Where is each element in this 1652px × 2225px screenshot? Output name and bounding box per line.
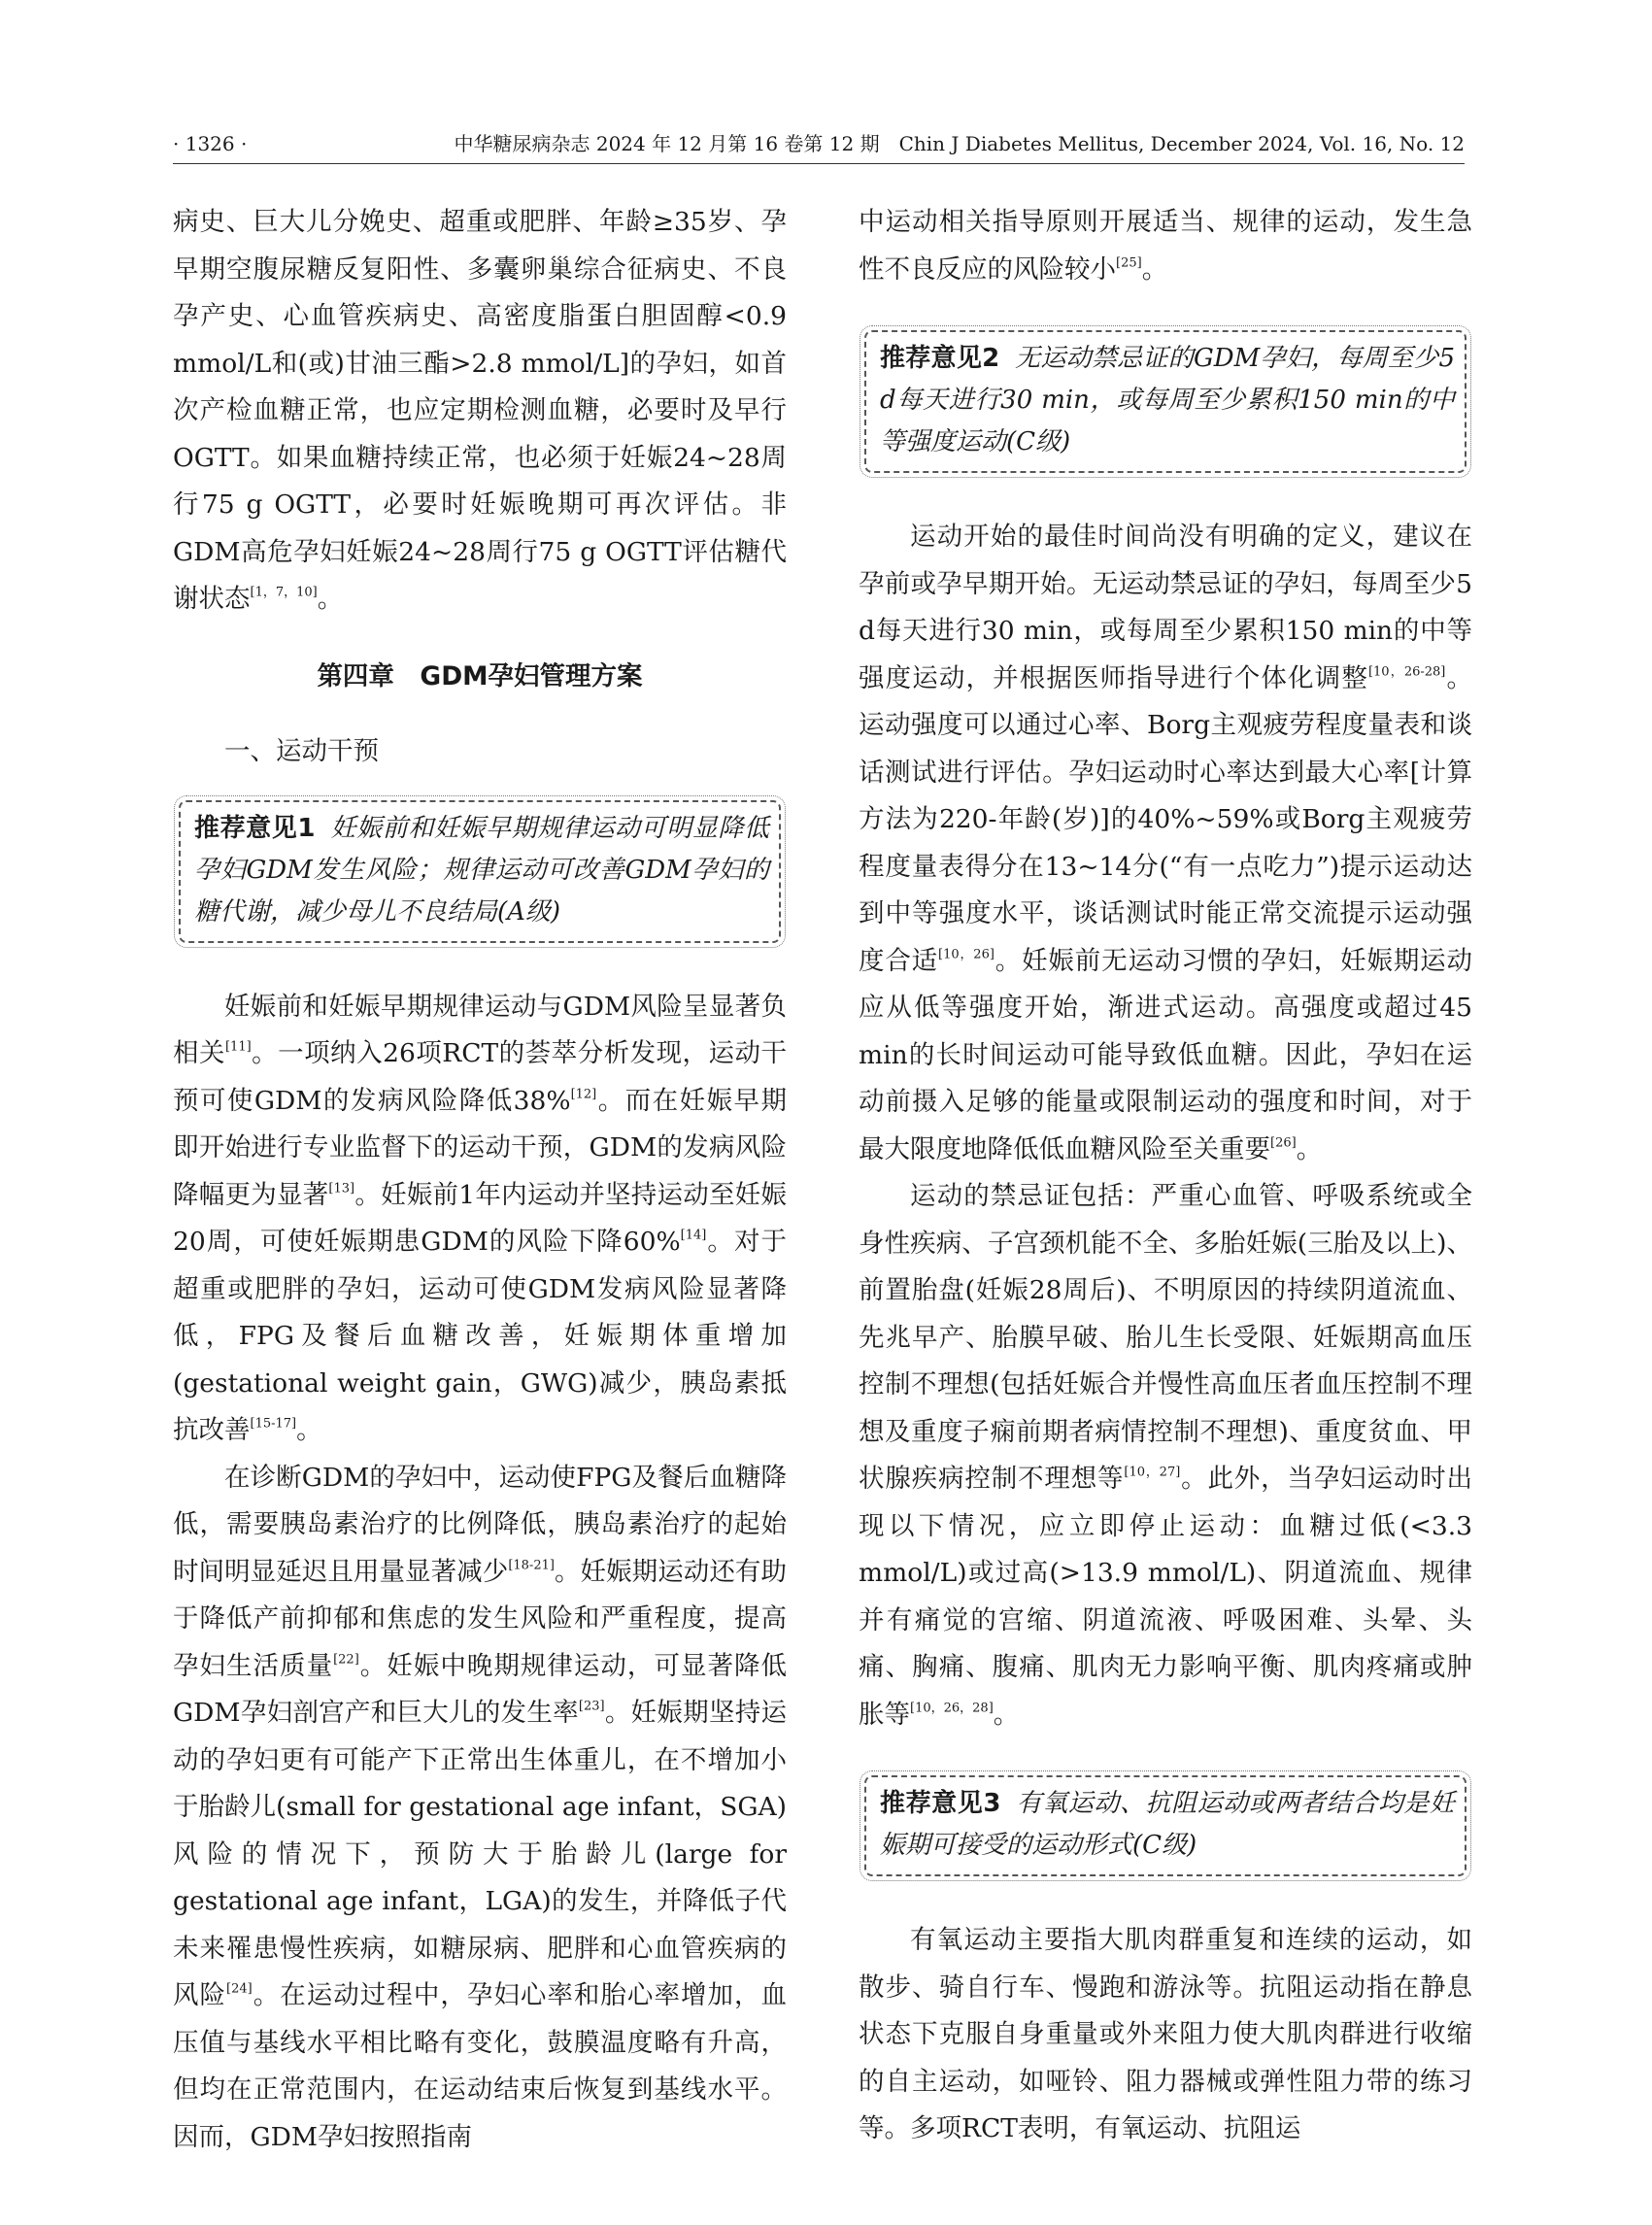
- citation-ref: [10，26-28]: [1367, 663, 1446, 679]
- recommendation-3-text: 有氧运动、抗阻运动或两者结合均是妊娠期可接受的运动形式(C级): [880, 1789, 1455, 1860]
- citation-ref: [18-21]: [508, 1557, 555, 1572]
- recommendation-3-title: 推荐意见3: [880, 1789, 1001, 1818]
- paragraph-contraindications: 运动的禁忌证包括：严重心血管、呼吸系统或全身性疾病、子宫颈机能不全、多胎妊娠(三胎及以上)、前置胎盘(妊娠28周后)、不明原因的持续阴道流血、先兆早产、胎膜早破、胎儿生长受限、妊娠期高血压控制不理想(包括妊娠合并慢性高血压者血压控制不理想及重度子痫前期者病情控制不理想)、重度贫血、甲状腺疾病控制不理想等[10，27]。此外，当孕妇运动时出现以下情况，应立即停止运动：血糖过低(<3.3 mmol/L)或过高(>13.9 mmol/L)、阴道流血、规律并有痛觉的宫缩、阴道流液、呼吸困难、头晕、头痛、胸痛、腹痛、肌肉无力影响平衡、肌肉疼痛或肿胀等[10，26，28]。: [859, 1181, 1473, 1730]
- recommendation-2-text: 无运动禁忌证的GDM孕妇，每周至少5 d每天进行30 min，或每周至少累积150 min的中等强度运动(C级): [880, 344, 1456, 456]
- paragraph-guideline-continuation: 中运动相关指导原则开展适当、规律的运动，发生急性不良反应的风险较小[25]。: [859, 207, 1472, 285]
- page-number: · 1326 ·: [173, 132, 248, 155]
- recommendation-1-title: 推荐意见1: [194, 813, 316, 843]
- recommendation-box-2: [864, 330, 1467, 473]
- citation-ref: [12]: [570, 1086, 597, 1101]
- citation-ref: [26]: [1270, 1134, 1297, 1150]
- paragraph-screening-criteria: 病史、巨大儿分娩史、超重或肥胖、年龄≥35岁、孕早期空腹尿糖反复阳性、多囊卵巢综合征病史、不良孕产史、心血管疾病史、高密度脂蛋白胆固醇<0.9 mmol/L和(或)甘油三酯>2.8 mmol/L]的孕妇，如首次产检血糖正常，也应定期检测血糖，必要时及早行OGTT。如果血糖持续正常，也必须于妊娠24~28周行75 g OGTT，必要时妊娠晚期可再次评估。非GDM高危孕妇妊娠24~28周行75 g OGTT评估糖代谢状态[1，7，10]。: [173, 207, 787, 614]
- paragraph-exercise-risk: 妊娠前和妊娠早期规律运动与GDM风险呈显著负相关[11]。一项纳入26项RCT的荟萃分析发现，运动干预可使GDM的发病风险降低38%[12]。而在妊娠早期即开始进行专业监督下的运动干预，GDM的发病风险降幅更为显著[13]。妊娠前1年内运动并坚持运动至妊娠20周，可使妊娠期患GDM的风险下降60%[14]。对于超重或肥胖的孕妇，运动可使GDM发病风险显著降低，FPG及餐后血糖改善，妊娠期体重增加(gestational weight gain，GWG)减少，胰岛素抵抗改善[15-17]。: [173, 991, 788, 1445]
- citation-ref: [15-17]: [250, 1416, 297, 1432]
- journal-citation: 中华糖尿病杂志 2024 年 12 月第 16 卷第 12 期 Chin J Diabetes Mellitus, December 2024, Vol. 16, No. 12: [454, 132, 1465, 155]
- chapter-heading: 第四章 GDM孕妇管理方案: [317, 660, 643, 691]
- running-header: [173, 124, 1465, 164]
- recommendation-box-1: [179, 800, 781, 943]
- citation-ref: [14]: [680, 1228, 707, 1243]
- citation-ref: [1，7，10]: [250, 585, 318, 600]
- recommendation-2-title: 推荐意见2: [880, 344, 1000, 373]
- paragraph-exercise-timing: 运动开始的最佳时间尚没有明确的定义，建议在孕前或孕早期开始。无运动禁忌证的孕妇，每周至少5 d每天进行30 min，或每周至少累积150 min的中等强度运动，并根据医师指导进行个体化调整[10，26-28]。运动强度可以通过心率、Borg主观疲劳程度量表和谈话测试进行评估。孕妇运动时心率达到最大心率[计算方法为220-年龄(岁)]的40%~59%或Borg主观疲劳程度量表得分在13~14分(“有一点吃力”)提示运动达到中等强度水平，谈话测试时能正常交流提示运动强度合适[10，26]。妊娠前无运动习惯的孕妇，妊娠期运动应从低等强度开始，渐进式运动。高强度或超过45 min的长时间运动可能导致低血糖。因此，孕妇在运动前摄入足够的能量或限制运动的强度和时间，对于最大限度地降低低血糖风险至关重要[26]。: [859, 522, 1473, 1164]
- recommendation-box-3: [864, 1775, 1467, 1876]
- citation-ref: [24]: [226, 1981, 253, 1997]
- recommendation-1-text: 妊娠前和妊娠早期规律运动可明显降低孕妇GDM发生风险；规律运动可改善GDM孕妇的糖代谢，减少母儿不良结局(A级): [194, 813, 769, 927]
- citation-ref: [10，27]: [1124, 1465, 1181, 1480]
- paragraph-exercise-types: 有氧运动主要指大肌肉群重复和连续的运动，如散步、骑自行车、慢跑和游泳等。抗阻运动指在静息状态下克服自身重量或外来阻力使大肌肉群进行收缩的自主运动，如哑铃、阻力器械或弹性阻力带的练习等。多项RCT表明，有氧运动、抗阻运: [859, 1925, 1472, 2143]
- citation-ref: [13]: [328, 1180, 355, 1196]
- paragraph-exercise-benefits: 在诊断GDM的孕妇中，运动使FPG及餐后血糖降低，需要胰岛素治疗的比例降低，胰岛素治疗的起始时间明显延迟且用量显著减少[18-21]。妊娠期运动还有助于降低产前抑郁和焦虑的发生风险和严重程度，提高孕妇生活质量[22]。妊娠中晚期规律运动，可显著降低GDM孕妇剖宫产和巨大儿的发生率[23]。妊娠期坚持运动的孕妇更有可能产下正常出生体重儿，在不增加小于胎龄儿(small for gestational age infant，SGA)风险的情况下，预防大于胎龄儿(large for gestational age infant，LGA)的发生，并降低子代未来罹患慢性疾病，如糖尿病、肥胖和心血管疾病的风险[24]。在运动过程中，孕妇心率和胎心率增加，血压值与基线水平相比略有变化，鼓膜温度略有升高，但均在正常范围内，在运动结束后恢复到基线水平。因而，GDM孕妇按照指南: [173, 1462, 788, 2152]
- citation-ref: [11]: [224, 1039, 252, 1055]
- citation-ref: [25]: [1116, 254, 1142, 270]
- right-column: [859, 199, 1472, 2153]
- citation-ref: [23]: [578, 1699, 605, 1714]
- citation-ref: [10，26，28]: [910, 1700, 994, 1715]
- citation-ref: [22]: [333, 1651, 359, 1667]
- left-column: [173, 199, 787, 2161]
- section-heading: 一、运动干预: [224, 735, 379, 766]
- citation-ref: [10，26]: [938, 946, 995, 961]
